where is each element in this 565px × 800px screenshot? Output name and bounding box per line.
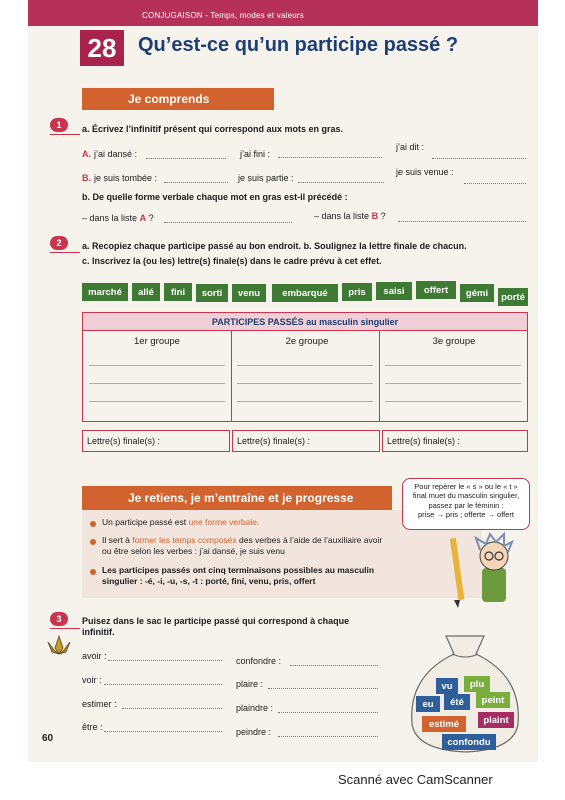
column-header-group-2: 2e groupe (285, 335, 329, 347)
rule-2-line2: ou être selon les verbes : j’ai dansé, je suis venu (102, 546, 285, 557)
column-header-group-3: 3e groupe (432, 335, 476, 347)
page-title: Qu’est-ce qu’un participe passé ? (138, 34, 459, 56)
ex3-item-plaindre: plaindre : (236, 703, 274, 713)
ex1-item-jai-fini: j’ai fini : (240, 149, 271, 159)
ex3-instruction-line1: Puisez dans le sac le participe passé qui correspond à chaque (82, 616, 350, 626)
tip-line: final muet du masculin singulier, (412, 491, 520, 501)
answer-line[interactable] (298, 182, 384, 183)
ex1-item-jai-dit: j’ai dit : (396, 142, 425, 152)
answer-line[interactable] (278, 712, 378, 713)
list-a-letter: A (139, 213, 147, 223)
ex3-item-avoir: avoir : (82, 651, 107, 661)
ex3-item-voir: voir : (82, 675, 102, 685)
list-a-prefix: – dans la liste (82, 213, 138, 223)
bag-word[interactable]: été (444, 694, 470, 710)
final-letters-label: Lettre(s) finale(s) : (87, 436, 161, 446)
ex1-item-je-suis-partie: je suis partie : (238, 173, 294, 183)
word-tag[interactable]: embarqué (272, 284, 338, 302)
ex1-item-je-suis-venue: je suis venue : (396, 167, 454, 177)
ex2-instruction-a: a. Recopiez chaque participe passé au bon endroit. (82, 241, 302, 251)
word-tag[interactable]: fini (164, 283, 192, 301)
answer-line[interactable] (237, 365, 373, 366)
answer-line[interactable] (108, 660, 222, 661)
rule-1-emphasis: une forme verbale. (188, 517, 260, 527)
section-je-comprends-label: Je comprends (128, 92, 210, 106)
bag-word[interactable]: confondu (442, 734, 496, 750)
page-number: 60 (42, 733, 54, 744)
book-page (28, 0, 538, 762)
list-b-qmark: ? (380, 211, 386, 221)
final-letters-box-3[interactable] (382, 430, 528, 452)
list-b-prefix: – dans la liste (314, 211, 370, 221)
ex3-item-etre: être : (82, 722, 103, 732)
answer-line[interactable] (432, 158, 526, 159)
word-tag[interactable]: pris (342, 283, 372, 301)
ex1-row-b-letter: B. (82, 173, 91, 183)
answer-line[interactable] (164, 222, 292, 223)
tip-line: Pour repérer le « s » ou le « t » (414, 482, 518, 491)
final-letters-box-1[interactable] (82, 430, 230, 452)
bag-word[interactable]: plu (464, 676, 490, 692)
section-je-retiens (82, 486, 392, 510)
ex1-item-jai-danse: j’ai dansé : (94, 149, 138, 159)
ex3-instruction-line2: infinitif. (82, 627, 115, 637)
rule-3 (102, 565, 426, 587)
answer-line[interactable] (89, 365, 225, 366)
rule-1 (102, 517, 426, 528)
tip-line: passez par le féminin : (428, 500, 504, 510)
rule-2-emphasis: former les temps composés (132, 535, 237, 545)
ex1-instruction-a: a. Écrivez l’infinitif présent qui correspond aux mots en gras. (82, 124, 344, 134)
final-letters-label: Lettre(s) finale(s) : (237, 436, 311, 446)
bag-word[interactable]: vu (436, 678, 458, 694)
answer-line[interactable] (122, 708, 222, 709)
answer-line[interactable] (278, 736, 378, 737)
bag-word[interactable]: estimé (422, 716, 466, 732)
bag-word[interactable]: peint (476, 692, 510, 708)
rule-2-text-post: des verbes à l’aide de l’auxiliaire avoir (239, 535, 383, 545)
exercise-3-rule (50, 628, 80, 629)
word-tag[interactable]: offert (416, 281, 456, 299)
answer-line[interactable] (104, 684, 222, 685)
answer-line[interactable] (104, 731, 222, 732)
ex2-instruction-c: c. Inscrivez la (ou les) lettre(s) finale(s) dans le cadre prévu à cet effet. (82, 256, 382, 266)
rule-2 (102, 535, 426, 557)
list-b-letter: B (371, 211, 379, 221)
bullet-icon (90, 539, 96, 545)
answer-line[interactable] (237, 401, 373, 402)
bullet-icon (90, 569, 96, 575)
word-tag[interactable]: porté (498, 288, 528, 306)
ex3-item-peindre: peindre : (236, 727, 272, 737)
ex3-item-plaire: plaire : (236, 679, 264, 689)
rule-2-text: Il sert à (102, 535, 130, 545)
column-divider (379, 331, 380, 421)
answer-line[interactable] (89, 401, 225, 402)
column-header-group-1: 1er groupe (134, 335, 180, 347)
lotus-icon (44, 634, 74, 656)
answer-line[interactable] (164, 182, 228, 183)
final-letters-box-2[interactable] (232, 430, 380, 452)
chapter-label: CONJUGAISON - Temps, modes et valeurs (142, 11, 304, 20)
exercise-2-number: 2 (50, 236, 68, 250)
answer-line[interactable] (278, 157, 382, 158)
ex2-instruction-line1 (82, 241, 467, 251)
ex3-item-estimer: estimer : (82, 699, 117, 709)
ex3-item-confondre: confondre : (236, 656, 282, 666)
ex1-row-a-letter: A. (82, 149, 91, 159)
bullet-icon (90, 521, 96, 527)
answer-line[interactable] (268, 688, 378, 689)
ex1-list-a-question (82, 213, 154, 223)
word-tag[interactable]: allé (132, 283, 160, 301)
word-tag[interactable]: gémi (460, 284, 494, 302)
ex1-instruction-b: b. De quelle forme verbale chaque mot en gras est-il précédé : (82, 192, 348, 202)
list-a-qmark: ? (148, 213, 154, 223)
scanner-watermark: Scanné avec CamScanner (338, 772, 493, 787)
rule-3-line1: Les participes passés ont cinq terminaisons possibles au masculin (102, 565, 375, 575)
exercise-2-rule (50, 252, 80, 253)
ex2-instruction-b: b. Soulignez la lettre finale de chacun. (303, 241, 467, 251)
participles-table (82, 312, 528, 422)
column-divider (231, 331, 232, 421)
exercise-1-number: 1 (50, 118, 68, 132)
ex1-item-je-suis-tombee: je suis tombée : (94, 173, 158, 183)
rule-3-line2: singulier : -é, -i, -u, -s, -t : porté, fini, venu, pris, offert (102, 576, 316, 587)
answer-line[interactable] (237, 383, 373, 384)
tip-line: prise → pris ; offerte → offert (417, 510, 514, 520)
table-title: PARTICIPES PASSÉS au masculin singulier (83, 313, 527, 331)
answer-line[interactable] (385, 401, 521, 402)
word-tag[interactable]: sorti (196, 284, 228, 302)
answer-line[interactable] (385, 383, 521, 384)
exercise-1-rule (50, 134, 80, 135)
ex1-list-b-question (314, 211, 386, 221)
answer-line[interactable] (385, 365, 521, 366)
word-tag[interactable]: marché (82, 283, 128, 301)
answer-line[interactable] (464, 183, 526, 184)
answer-line[interactable] (89, 383, 225, 384)
rule-1-text: Un participe passé est (102, 517, 187, 527)
bag-word[interactable]: eu (416, 696, 440, 712)
answer-line[interactable] (146, 158, 226, 159)
professor-mascot-icon (446, 528, 526, 608)
bag-word[interactable]: plaint (478, 712, 514, 728)
word-tag[interactable]: venu (232, 284, 266, 302)
answer-line[interactable] (290, 665, 378, 666)
final-letters-label: Lettre(s) finale(s) : (387, 436, 461, 446)
exercise-3-number: 3 (50, 612, 68, 626)
section-je-retiens-label: Je retiens, je m’entraîne et je progresse (128, 491, 354, 505)
lesson-number: 28 (80, 30, 124, 66)
word-tag[interactable]: saisi (376, 282, 412, 300)
section-je-comprends (82, 88, 274, 110)
answer-line[interactable] (398, 221, 526, 222)
